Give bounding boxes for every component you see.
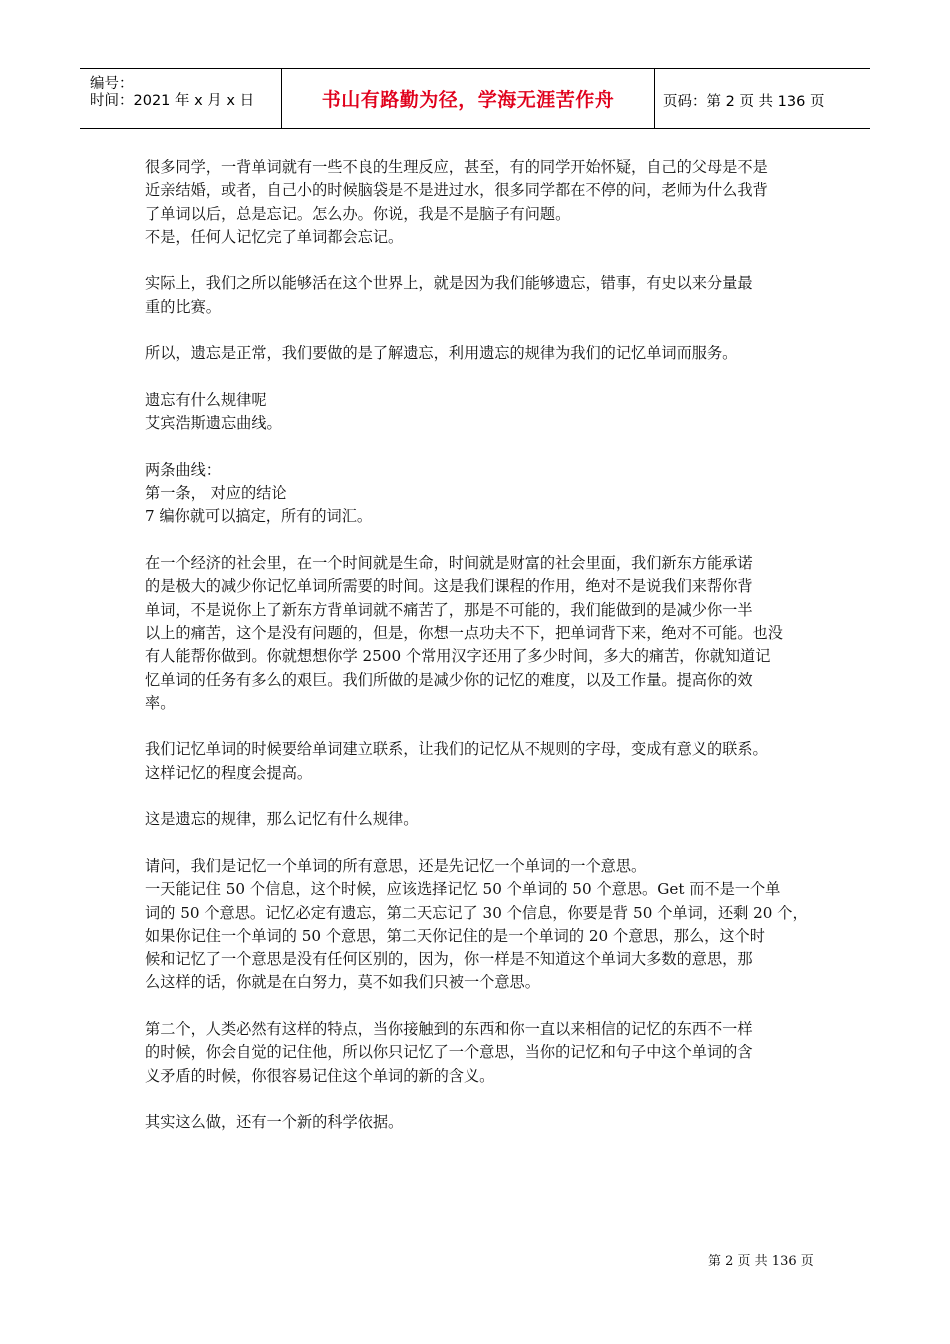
document-body xyxy=(145,156,817,1134)
text-line: 如果你记住一个单词的 50 个意思，第二天你记住的是一个单词的 20 个意思，那么，这个时 xyxy=(145,926,765,945)
text-line: 这是遗忘的规律，那么记忆有什么规律。 xyxy=(145,810,419,829)
header-meta-cell xyxy=(80,69,282,128)
paragraph-gap xyxy=(145,715,817,738)
text-line: 很多同学，一背单词就有一些不良的生理反应，甚至，有的同学开始怀疑，自己的父母是不是 xyxy=(145,158,768,176)
text-line: 重的比赛。 xyxy=(145,297,221,316)
text-line: 不是，任何人记忆完了单词都会忘记。 xyxy=(145,227,404,246)
text-line: 实际上，我们之所以能够活在这个世界上，就是因为我们能够遗忘，错事，有史以来分量最 xyxy=(145,274,753,293)
text-line: 这样记忆的程度会提高。 xyxy=(145,763,313,782)
text-line: 艾宾浩斯遗忘曲线。 xyxy=(145,414,282,433)
document-number-label: 编号： xyxy=(90,76,134,92)
text-line: 以上的痛苦，这个是没有问题的，但是，你想一点功夫不下，把单词背下来，绝对不可能。也没 xyxy=(145,623,783,642)
text-line: 忆单词的任务有多么的艰巨。我们所做的是减少你的记忆的难度，以及工作量。提高你的效 xyxy=(145,670,753,689)
paragraph-gap xyxy=(145,319,817,342)
paragraph-gap xyxy=(145,366,817,389)
text-line: 遗忘有什么规律呢 xyxy=(145,390,267,409)
header-page-cell xyxy=(655,69,870,128)
paragraph-gap xyxy=(145,529,817,552)
text-line: 所以，遗忘是正常，我们要做的是了解遗忘，利用遗忘的规律为我们的记忆单词而服务。 xyxy=(145,344,738,363)
paragraph-gap xyxy=(145,249,817,272)
text-line: 单词，不是说你上了新东方背单词就不痛苦了，那是不可能的，我们能做到的是减少你一半 xyxy=(145,600,753,619)
text-line: 其实这么做，还有一个新的科学依据。 xyxy=(145,1113,404,1132)
text-line: 在一个经济的社会里，在一个时间就是生命，时间就是财富的社会里面，我们新东方能承诺 xyxy=(145,554,753,573)
text-line: 近亲结婚，或者，自己小的时候脑袋是不是进过水，很多同学都在不停的问，老师为什么我背 xyxy=(145,181,768,200)
document-date-label: 时间：2021 年 x 月 x 日 xyxy=(90,93,255,109)
text-line: 词的 50 个意思。记忆必定有遗忘，第二天忘记了 30 个信息，你要是背 50 个单词，还剩 20 个， xyxy=(145,903,808,922)
footer-page-number: 第 2 页 共 136 页 xyxy=(708,1254,814,1269)
header-motto: 书山有路勤为径，学海无涯苦作舟 xyxy=(321,89,615,111)
paragraph-gap xyxy=(145,832,817,855)
text-line: 义矛盾的时候，你很容易记住这个单词的新的含义。 xyxy=(145,1066,495,1085)
page-header xyxy=(80,68,870,129)
text-line: 候和记忆了一个意思是没有任何区别的，因为，你一样是不知道这个单词大多数的意思，那 xyxy=(145,950,753,969)
paragraph-gap xyxy=(145,1088,817,1111)
text-line: 的是极大的减少你记忆单词所需要的时间。这是我们课程的作用，绝对不是说我们来帮你背 xyxy=(145,577,753,596)
header-page-number: 页码：第 2 页 共 136 页 xyxy=(663,94,825,110)
text-line: 第一条， 对应的结论 xyxy=(145,484,287,503)
paragraph-gap xyxy=(145,785,817,808)
text-line: 的时候，你会自觉的记住他，所以你只记忆了一个意思，当你的记忆和句子中这个单词的含 xyxy=(145,1043,753,1062)
text-line: 我们记忆单词的时候要给单词建立联系，让我们的记忆从不规则的字母，变成有意义的联系。 xyxy=(145,740,768,759)
text-line: 请问，我们是记忆一个单词的所有意思，还是先记忆一个单词的一个意思。 xyxy=(145,856,647,875)
paragraph-gap xyxy=(145,436,817,459)
text-line: 么这样的话，你就是在白努力，莫不如我们只被一个意思。 xyxy=(145,973,540,992)
header-motto-cell xyxy=(282,69,655,128)
paragraph-gap xyxy=(145,995,817,1018)
text-line: 有人能帮你做到。你就想想你学 2500 个常用汉字还用了多少时间，多大的痛苦，你就知道记 xyxy=(145,647,771,666)
text-line: 两条曲线： xyxy=(145,460,221,479)
text-line: 7 编你就可以搞定，所有的词汇。 xyxy=(145,507,373,526)
text-line: 第二个，人类必然有这样的特点，当你接触到的东西和你一直以来相信的记忆的东西不一样 xyxy=(145,1019,753,1038)
text-line: 一天能记住 50 个信息，这个时候，应该选择记忆 50 个单词的 50 个意思。Get 而不是一个单 xyxy=(145,880,781,899)
text-line: 了单词以后，总是忘记。怎么办。你说，我是不是脑子有问题。 xyxy=(145,204,571,223)
text-line: 率。 xyxy=(145,693,176,712)
